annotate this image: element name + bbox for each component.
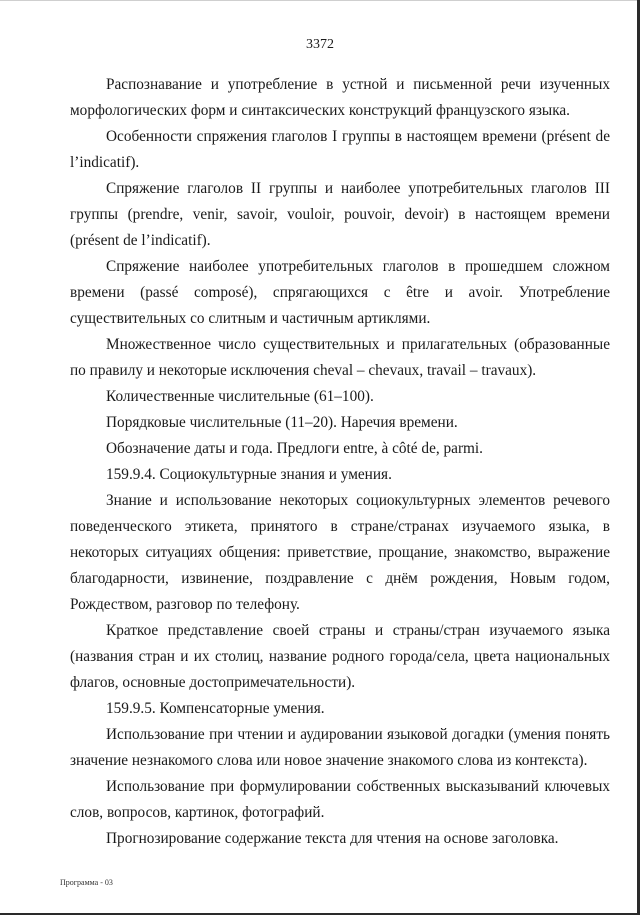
paragraph-cardinal-numerals: Количественные числительные (61–100). — [106, 388, 374, 405]
paragraph-etiquette: Знание и использование некоторых социокультурных элементов речевого поведенческого этикета, принятого в стране/странах изучаемого языка, в некоторых ситуациях общения: приветствие, прощание, знакомство, выражение благодарности, извинение, поздравление с днём рождения, Новым годом, Рождеством, разговор по телефону. — [70, 492, 610, 613]
paragraph-language-guess: Использование при чтении и аудировании языковой догадки (умения понять значение незнакомого слова или новое значение знакомого слова из контекста). — [70, 726, 610, 769]
section-heading-compensatory: 159.9.5. Компенсаторные умения. — [106, 700, 325, 717]
paragraph-group2-3-verbs: Спряжение глаголов II группы и наиболее употребительных глаголов III группы (prendre, venir, savoir, vouloir, pouvoir, devoir) в настоящем времени (présent de l’indicatif). — [70, 180, 610, 249]
document-body — [70, 72, 610, 852]
paragraph-plural: Множественное число существительных и прилагательных (образованные по правилу и некоторые исключения cheval – chevaux, travail – travaux). — [70, 336, 610, 379]
paragraph-group1-verbs: Особенности спряжения глаголов I группы в настоящем времени (présent de l’indicatif). — [70, 128, 610, 171]
page-footer: Программа - 03 — [60, 878, 113, 887]
paragraph-recognition: Распознавание и употребление в устной и письменной речи изученных морфологических форм и синтаксических конструкций французского языка. — [70, 76, 610, 119]
page-edge-top — [0, 0, 640, 1]
page-number: 3372 — [306, 37, 334, 52]
paragraph-keywords: Использование при формулировании собственных высказываний ключевых слов, вопросов, картинок, фотографий. — [70, 778, 610, 821]
paragraph-dates-prepositions: Обозначение даты и года. Предлоги entre, à côté de, parmi. — [106, 440, 484, 457]
paragraph-ordinal-numerals: Порядковые числительные (11–20). Наречия времени. — [106, 414, 458, 431]
paragraph-country-presentation: Краткое представление своей страны и страны/стран изучаемого языка (названия стран и их столиц, название родного города/села, цвета национальных флагов, основные достопримечательности). — [70, 622, 610, 691]
paragraph-text-prediction: Прогнозирование содержание текста для чтения на основе заголовка. — [106, 830, 559, 847]
section-heading-sociocultural: 159.9.4. Социокультурные знания и умения. — [106, 466, 392, 483]
paragraph-passe-compose: Спряжение наиболее употребительных глаголов в прошедшем сложном времени (passé composé), спрягающихся с être и avoir. Употребление существительных со слитным и частичным артиклями. — [70, 258, 610, 327]
